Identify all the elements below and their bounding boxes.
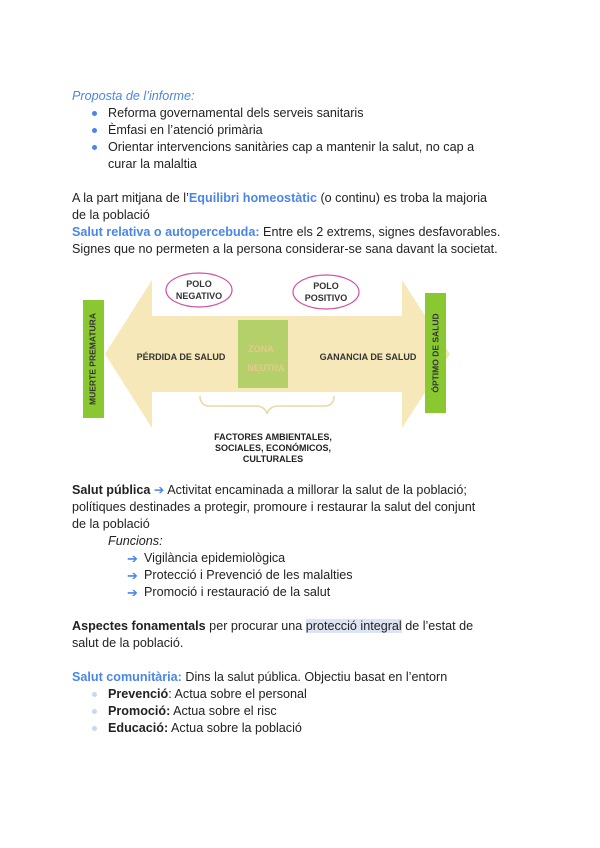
publica-text: Activitat encaminada a millorar la salut de la població;: [164, 483, 467, 497]
arrow-right-icon: ➔: [153, 483, 165, 497]
item-text: : Actua sobre el personal: [168, 687, 307, 701]
factores-brace: [200, 396, 334, 414]
comunitaria-item: [108, 703, 277, 720]
comunitaria-paragraph: [72, 669, 447, 686]
factores-line1: FACTORES AMBIENTALES,: [214, 432, 332, 442]
optimo-salud-label: ÓPTIMO DE SALUD: [430, 313, 441, 393]
funcions-label: Funcions:: [108, 534, 163, 548]
bullet-icon: [92, 726, 97, 731]
list-item-continuation: curar la malaltia: [108, 157, 197, 171]
publica-paragraph: [72, 482, 467, 499]
bullet-icon: [92, 692, 97, 697]
arrow-right-icon: ➔: [127, 568, 138, 583]
perdida-label: PÉRDIDA DE SALUD: [136, 352, 226, 362]
equilibri-term: Equilibri homeostàtic: [188, 191, 317, 205]
bullet-icon: [92, 145, 97, 150]
aspectes-paragraph: [72, 618, 473, 635]
aspectes-term: Aspectes fonamentals: [72, 619, 206, 633]
item-text: Actua sobre el risc: [170, 704, 277, 718]
publica-line3: de la població: [72, 517, 150, 531]
funcio-item: Promoció i restauració de la salut: [144, 585, 331, 599]
bullet-icon: [92, 111, 97, 116]
list-item: Reforma governamental dels serveis sanitaris: [108, 106, 364, 120]
polo-negativo-line1: POLO: [186, 279, 212, 289]
aspectes-highlight: protecció integral: [305, 619, 402, 633]
arrow-right-icon: ➔: [127, 585, 138, 600]
aspectes-pre: per procurar una: [205, 619, 306, 633]
item-text: Actua sobre la població: [168, 721, 302, 735]
relativa-text: Entre els 2 extrems, signes desfavorables.: [259, 225, 501, 239]
comunitaria-term: Salut comunitària:: [72, 670, 182, 684]
publica-term: Salut pública: [72, 483, 151, 497]
proposta-heading: Proposta de l’informe:: [72, 89, 195, 103]
bullet-icon: [92, 128, 97, 133]
equilibri-paragraph: [72, 190, 487, 207]
equilibri-post: (o continu) es troba la majoria: [316, 191, 488, 205]
publica-line2: polítiques destinades a protegir, promoure i restaurar la salut del conjunt: [72, 500, 476, 514]
zona-label-line2: NEUTRA: [247, 363, 285, 373]
list-item: Orientar intervencions sanitàries cap a mantenir la salut, no cap a: [108, 140, 475, 154]
health-continuum-diagram: [80, 268, 460, 468]
comunitaria-item: [108, 720, 302, 737]
factores-line3: CULTURALES: [242, 454, 304, 464]
polo-positivo-line1: POLO: [313, 281, 339, 291]
polo-negativo-line2: NEGATIVO: [175, 291, 223, 301]
arrow-right-icon: ➔: [127, 551, 138, 566]
zona-neutra-box: [238, 320, 288, 388]
zona-label-line1: ZONA: [248, 344, 274, 354]
item-term: Prevenció: [108, 687, 169, 701]
bullet-icon: [92, 709, 97, 714]
comunitaria-text: Dins la salut pública. Objectiu basat en l’entorn: [181, 670, 448, 684]
equilibri-pre: A la part mitjana de l’: [72, 191, 189, 205]
relativa-term: Salut relativa o autopercebuda:: [72, 225, 260, 239]
item-term: Promoció:: [108, 704, 171, 718]
relativa-paragraph: [72, 224, 500, 241]
item-term: Educació:: [108, 721, 169, 735]
equilibri-line2: de la població: [72, 208, 150, 222]
funcio-item: Vigilància epidemiològica: [144, 551, 286, 565]
factores-line2: SOCIALES, ECONÓMICOS,: [214, 443, 332, 453]
ganancia-label: GANANCIA DE SALUD: [319, 352, 417, 362]
relativa-line2: Signes que no permeten a la persona considerar-se sana davant la societat.: [72, 242, 498, 256]
funcio-item: Protecció i Prevenció de les malalties: [144, 568, 353, 582]
muerte-prematura-label: MUERTE PREMATURA: [87, 313, 98, 405]
aspectes-line2: salut de la població.: [72, 636, 184, 650]
polo-positivo-line2: POSITIVO: [304, 293, 348, 303]
aspectes-post: de l’estat de: [401, 619, 474, 633]
list-item: Èmfasi en l’atenció primària: [108, 123, 263, 137]
comunitaria-item: [108, 686, 307, 703]
